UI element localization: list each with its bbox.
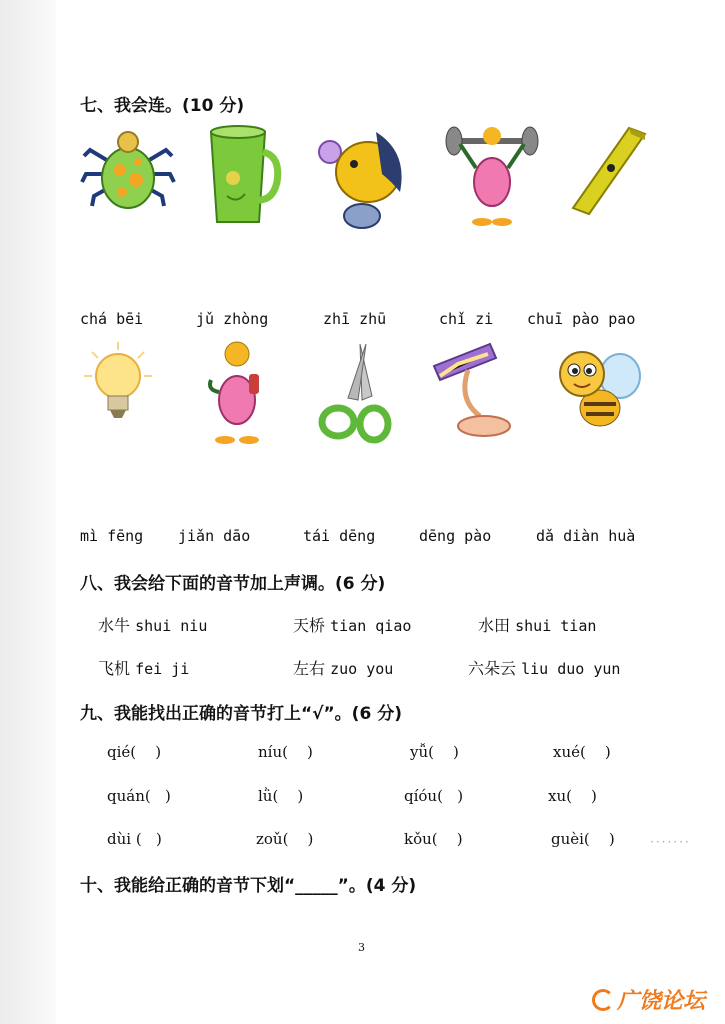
syllable-option: níu( ) <box>258 743 313 761</box>
page-margin-shadow <box>0 0 56 1024</box>
pinyin-label: chá bēi <box>80 310 144 328</box>
syllable-option: quán( ) <box>107 787 171 805</box>
pinyin-label: chǐ zi <box>439 310 494 328</box>
tone-item <box>98 656 189 679</box>
section-10-heading: 十、我能给正确的音节下划“_____”。(4 分) <box>80 876 417 896</box>
page-number: 3 <box>358 941 365 954</box>
syllable: shui tian <box>515 617 597 635</box>
section-9-heading: 九、我能找出正确的音节打上“√”。(6 分) <box>80 704 402 724</box>
light-bulb-picture <box>82 340 154 424</box>
pinyin-label: tái dēng <box>303 527 376 545</box>
pinyin-label: zhī zhū <box>323 310 387 328</box>
chinese-word: 水田 <box>478 616 511 635</box>
syllable-option: dùi ( ) <box>107 830 162 848</box>
tone-item <box>293 613 411 636</box>
pinyin-label: dēng pào <box>419 527 492 545</box>
tone-item <box>293 656 393 679</box>
syllable: liu duo yun <box>521 660 621 678</box>
pinyin-label: jiǎn dāo <box>178 527 251 545</box>
syllable-option: xu( ) <box>548 787 597 805</box>
syllable: tian qiao <box>330 617 412 635</box>
pinyin-label: chuī pào pao <box>527 310 636 328</box>
desk-lamp-picture <box>428 340 512 442</box>
syllable-option: qié( ) <box>107 743 162 761</box>
logo-text: 广饶论坛 <box>617 989 706 1014</box>
decorative-dots: ······· <box>650 835 691 849</box>
pinyin-label: dǎ diàn huà <box>536 527 636 545</box>
syllable: fei ji <box>135 660 190 678</box>
ruler-picture <box>567 122 651 218</box>
syllable-option: guèi( ) <box>551 830 615 848</box>
logo-g-icon <box>592 989 614 1011</box>
tone-item <box>98 613 207 636</box>
syllable-option: xué( ) <box>553 743 611 761</box>
syllable-option: lǜ( ) <box>258 787 304 805</box>
cup-picture <box>203 122 283 230</box>
chinese-word: 左右 <box>293 659 326 678</box>
tone-item <box>478 613 596 636</box>
tone-item <box>468 656 620 679</box>
phone-caller-picture <box>203 340 271 446</box>
scissors-picture <box>316 340 392 446</box>
spider-picture <box>80 122 176 212</box>
bubble-fish-picture <box>316 122 412 230</box>
pinyin-label: mì fēng <box>80 527 144 545</box>
syllable-option: zoǔ( ) <box>256 830 314 848</box>
pinyin-label: jǔ zhòng <box>196 310 269 328</box>
weightlifter-picture <box>444 122 540 230</box>
chinese-word: 水牛 <box>98 616 131 635</box>
chinese-word: 飞机 <box>98 659 131 678</box>
section-7-heading: 七、我会连。(10 分) <box>80 96 245 116</box>
syllable-option: qíóu( ) <box>404 787 464 805</box>
syllable-option: yǚ( ) <box>410 743 459 761</box>
bee-picture <box>552 340 644 440</box>
syllable: zuo you <box>330 660 394 678</box>
syllable: shui niu <box>135 617 208 635</box>
section-8-heading: 八、我会给下面的音节加上声调。(6 分) <box>80 574 386 594</box>
syllable-option: kǒu( ) <box>404 830 463 848</box>
chinese-word: 天桥 <box>293 616 326 635</box>
site-logo <box>592 984 705 1015</box>
chinese-word: 六朵云 <box>468 659 517 678</box>
